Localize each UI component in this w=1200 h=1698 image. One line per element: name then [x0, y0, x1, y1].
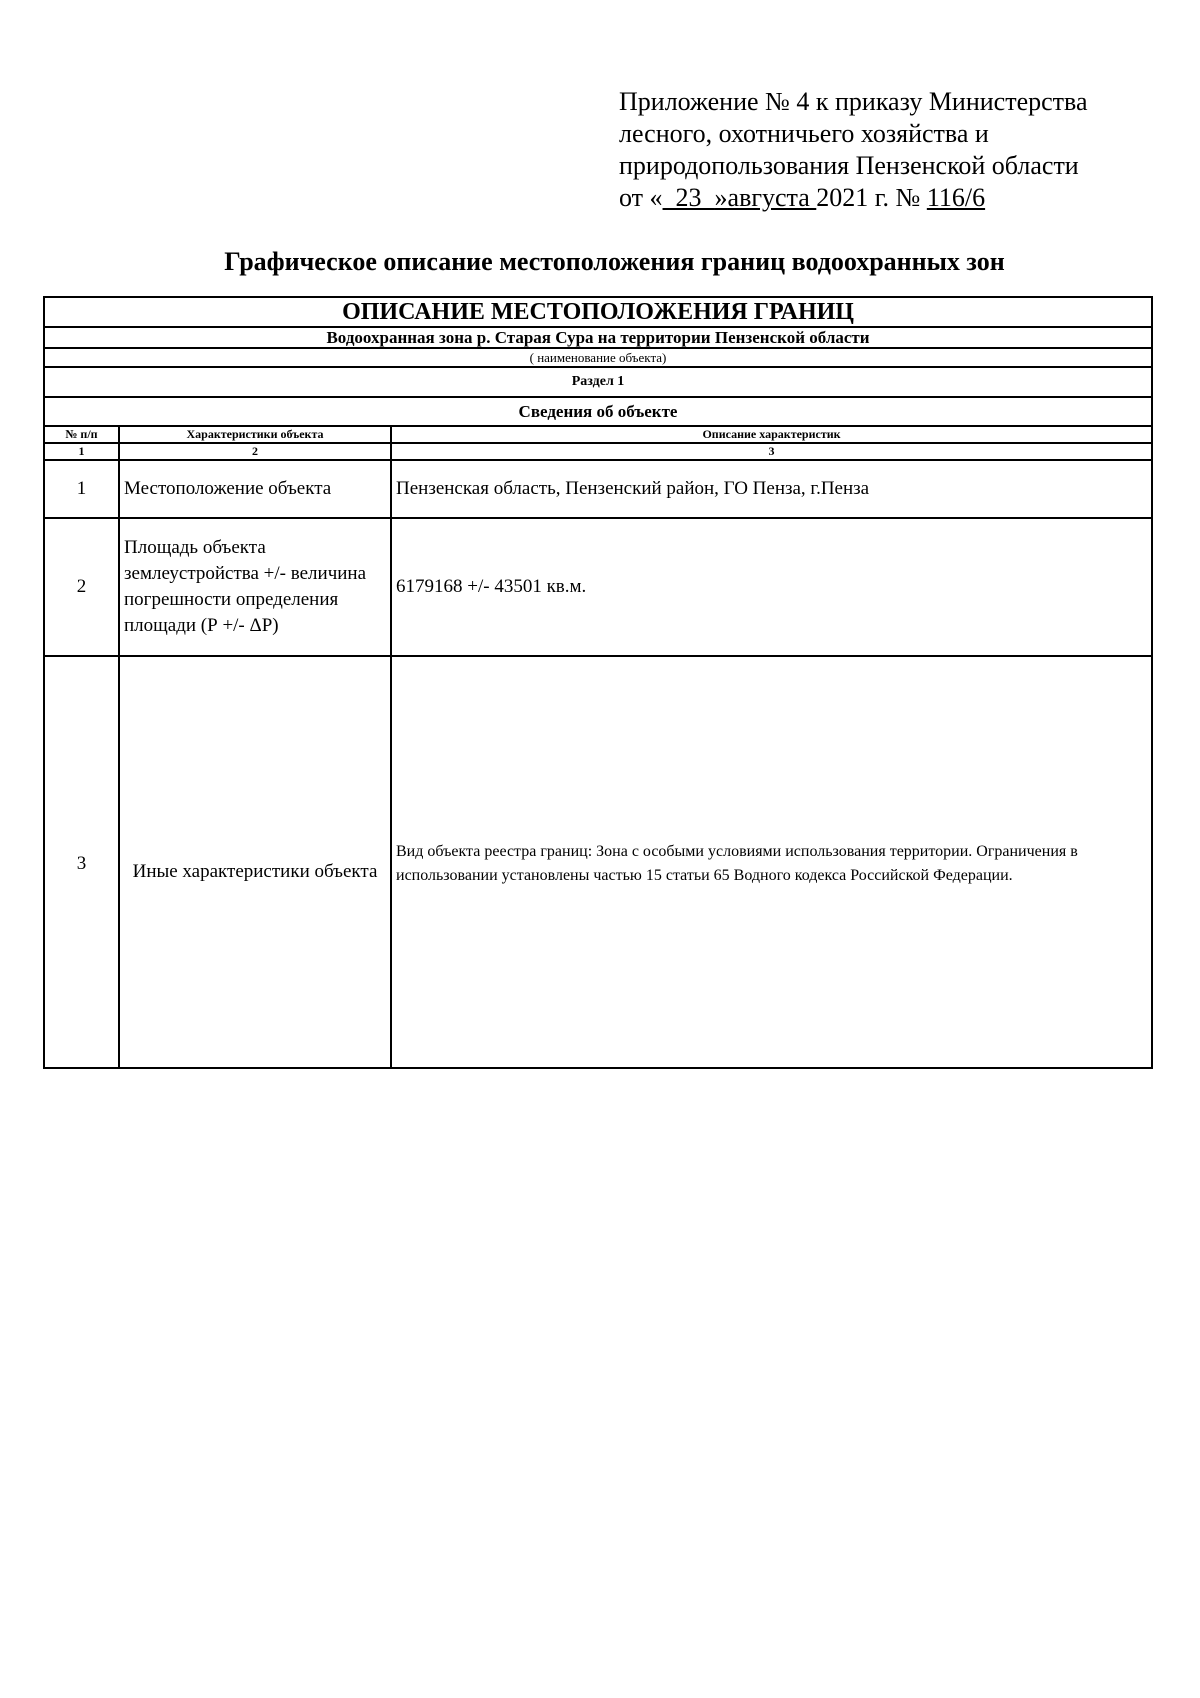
order-number: 116/6	[926, 183, 986, 212]
row-number: 2	[44, 518, 119, 656]
column-header-number: № п/п	[44, 426, 119, 443]
order-date-mid: »	[714, 183, 728, 212]
row-label: Местоположение объекта	[119, 460, 391, 518]
appendix-line-4	[619, 182, 1179, 214]
row-number: 1	[44, 460, 119, 518]
form-heading: ОПИСАНИЕ МЕСТОПОЛОЖЕНИЯ ГРАНИЦ	[44, 297, 1152, 327]
object-name: Водоохранная зона р. Старая Сура на территории Пензенской области	[44, 327, 1152, 348]
order-month: августа	[727, 183, 817, 212]
appendix-line-2: лесного, охотничьего хозяйства и	[619, 119, 989, 148]
section-title: Раздел 1	[44, 367, 1152, 397]
object-name-caption: ( наименование объекта)	[44, 348, 1152, 367]
document-title: Графическое описание местоположения границ водоохранных зон	[224, 247, 1005, 276]
order-year: 2021 г. №	[816, 183, 927, 212]
table-row	[44, 460, 1152, 518]
order-day: 23	[662, 183, 715, 212]
appendix-line-1: Приложение № 4 к приказу Министерства	[619, 87, 1088, 116]
row-value: Вид объекта реестра границ: Зона с особыми условиями использования территории. Ограничения в использовании установлены частью 15 статьи 65 Водного кодекса Российской Федерации.	[391, 656, 1152, 1068]
boundary-description-table	[43, 296, 1153, 1069]
column-header-characteristic: Характеристики объекта	[119, 426, 391, 443]
object-info-title: Сведения об объекте	[44, 397, 1152, 426]
order-date-prefix: от «	[619, 183, 663, 212]
column-number-2: 2	[119, 443, 391, 460]
row-value: Пензенская область, Пензенский район, ГО Пенза, г.Пенза	[391, 460, 1152, 518]
column-header-description: Описание характеристик	[391, 426, 1152, 443]
appendix-line-3: природопользования Пензенской области	[619, 151, 1079, 180]
column-number-3: 3	[391, 443, 1152, 460]
row-label: Площадь объекта землеустройства +/- величина погрешности определения площади (Р +/- ΔР)	[119, 518, 391, 656]
row-label: Иные характеристики объекта	[119, 656, 391, 1068]
appendix-header	[619, 86, 1179, 214]
column-number-1: 1	[44, 443, 119, 460]
row-value: 6179168 +/- 43501 кв.м.	[391, 518, 1152, 656]
table-row	[44, 518, 1152, 656]
row-number: 3	[44, 656, 119, 1068]
table-row	[44, 656, 1152, 1068]
